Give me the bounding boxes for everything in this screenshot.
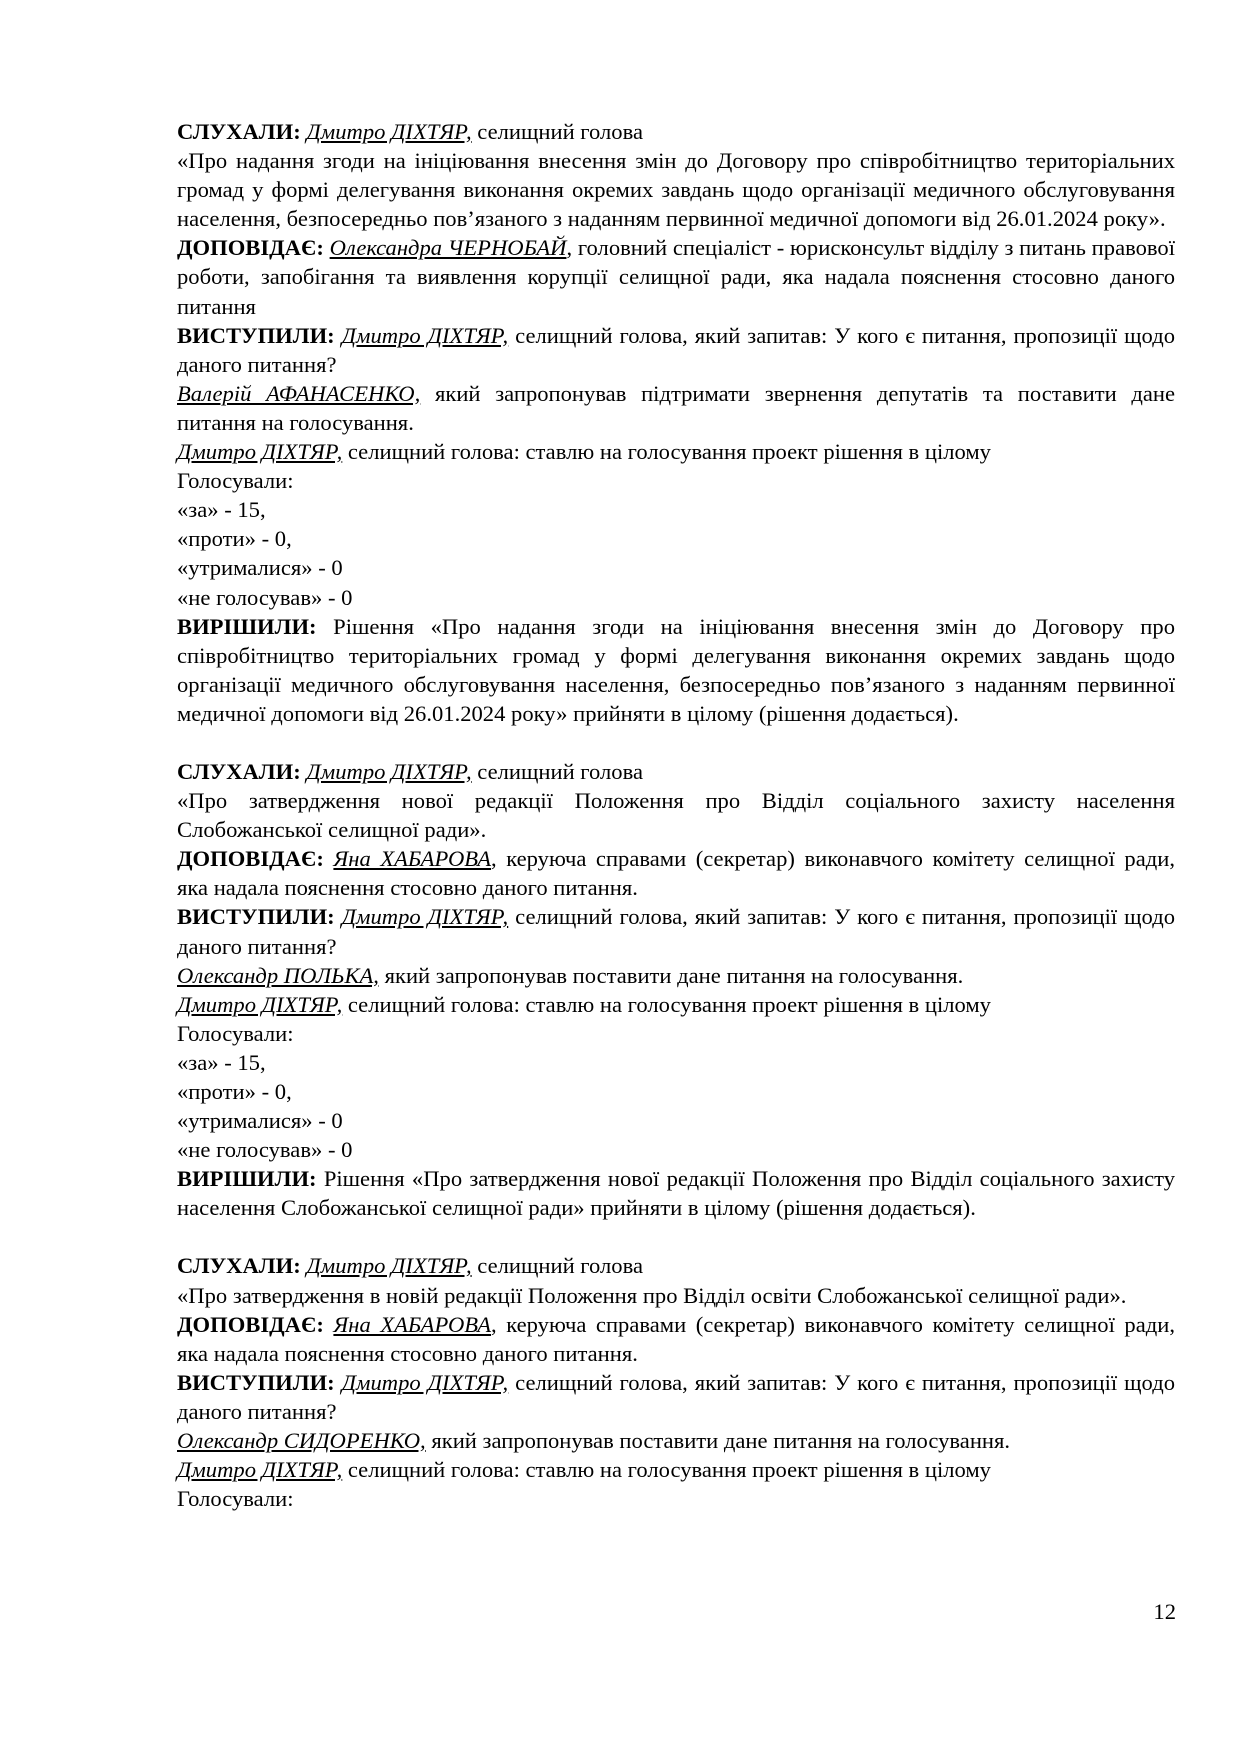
proposer-name: Валерій АФАНАСЕНКО,	[177, 380, 421, 406]
speakers-paragraph	[177, 1368, 1175, 1426]
vote-call-text: селищний голова: ставлю на голосування проект рішення в цілому	[342, 439, 991, 465]
speakers-paragraph	[177, 902, 1175, 960]
proposal-paragraph	[177, 379, 1175, 437]
heard-paragraph	[177, 1251, 1175, 1280]
speaker-role: селищний голова	[471, 758, 643, 784]
proposal-text: який запропонував підтримати звернення депутатів та поставити дане питання на голосування.	[177, 380, 1175, 435]
reporter-paragraph	[177, 844, 1175, 902]
speaker-name: Дмитро ДІХТЯР,	[306, 119, 472, 144]
proposal-text: який запропонував поставити дане питання на голосування.	[425, 1428, 1011, 1454]
votes-header: Голосували:	[177, 468, 294, 494]
proposal-paragraph	[177, 961, 1175, 990]
speaker-name: Дмитро ДІХТЯР,	[177, 1457, 343, 1483]
speakers-label: ВИСТУПИЛИ:	[177, 1369, 335, 1395]
speaker-name: Дмитро ДІХТЯР,	[177, 991, 343, 1017]
reporter-name: Яна ХАБАРОВА	[333, 846, 492, 872]
speaker-role: селищний голова	[471, 1253, 643, 1279]
speaker-name: Дмитро ДІХТЯР,	[306, 758, 472, 784]
votes-for: «за» - 15,	[177, 497, 266, 523]
agenda-topic: «Про затвердження нової редакції Положення про Відділ соціального захисту населення Слобожанської селищної ради».	[177, 788, 1175, 843]
proposer-name: Олександр ПОЛЬКА,	[177, 962, 379, 988]
speakers-label: ВИСТУПИЛИ:	[177, 904, 335, 930]
section-spacer	[177, 1222, 1175, 1251]
decision-label: ВИРІШИЛИ:	[177, 613, 317, 639]
proposal-paragraph	[177, 1426, 1175, 1455]
votes-against: «проти» - 0,	[177, 526, 292, 552]
reporter-name: Олександра ЧЕРНОБАЙ	[329, 235, 567, 261]
reporter-label: ДОПОВІДАЄ:	[177, 235, 324, 261]
speakers-label: ВИСТУПИЛИ:	[177, 322, 335, 348]
proposal-text: який запропонував поставити дане питання на голосування.	[378, 962, 964, 988]
votes-not-voted: «не голосував» - 0	[177, 1137, 353, 1163]
votes-header: Голосували:	[177, 1020, 294, 1046]
heard-paragraph	[177, 117, 1175, 146]
reporter-role: , керуюча справами (секретар) виконавчого комітету селищної ради, яка надала пояснення стосовно даного питання.	[177, 846, 1175, 901]
votes-header: Голосували:	[177, 1486, 294, 1512]
speaker-name: Дмитро ДІХТЯР,	[341, 904, 509, 930]
agenda-item-2	[177, 757, 1175, 1223]
agenda-topic: «Про надання згоди на ініціювання внесення змін до Договору про співробітництво територіальних громад у формі делегування виконання окремих завдань щодо організації медичного обслуговування населення, безпосередньо пов’язаного з наданням первинної медичної допомоги від 26.01.2024 року».	[177, 148, 1175, 232]
section-spacer	[177, 728, 1175, 757]
vote-call-paragraph	[177, 437, 1175, 466]
document-page	[177, 117, 1175, 1513]
heard-paragraph	[177, 757, 1175, 786]
decision-text: Рішення «Про затвердження нової редакції Положення про Відділ соціального захисту населення Слобожанської селищної ради» прийняти в цілому (рішення додається).	[177, 1166, 1175, 1221]
speaker-name: Дмитро ДІХТЯР,	[306, 1253, 472, 1279]
vote-call-text: селищний голова: ставлю на голосування проект рішення в цілому	[342, 1457, 991, 1483]
reporter-label: ДОПОВІДАЄ:	[177, 1311, 324, 1337]
reporter-paragraph	[177, 1310, 1175, 1368]
reporter-paragraph	[177, 233, 1175, 320]
speaker-remark: селищний голова, який запитав: У кого є питання, пропозиції щодо даного питання?	[177, 904, 1175, 959]
decision-paragraph	[177, 612, 1175, 728]
agenda-item-1	[177, 117, 1175, 728]
heard-label: СЛУХАЛИ:	[177, 1253, 301, 1279]
proposer-name: Олександр СИДОРЕНКО,	[177, 1428, 426, 1454]
votes-for: «за» - 15,	[177, 1049, 266, 1075]
reporter-name: Яна ХАБАРОВА	[333, 1311, 492, 1337]
reporter-label: ДОПОВІДАЄ:	[177, 846, 324, 872]
agenda-topic: «Про затвердження в новій редакції Положення про Відділ освіти Слобожанської селищної ради».	[177, 1282, 1127, 1308]
speaker-remark: селищний голова, який запитав: У кого є питання, пропозиції щодо даного питання?	[177, 322, 1175, 377]
vote-call-paragraph	[177, 1455, 1175, 1484]
votes-not-voted: «не голосував» - 0	[177, 584, 353, 610]
vote-call-text: селищний голова: ставлю на голосування проект рішення в цілому	[342, 991, 991, 1017]
speaker-role: селищний голова	[471, 119, 643, 144]
decision-text: Рішення «Про надання згоди на ініціювання внесення змін до Договору про співробітництво територіальних громад у формі делегування виконання окремих завдань щодо організації медичного обслуговування населення, безпосередньо пов’язаного з наданням первинної медичної допомоги від 26.01.2024 року» прийняти в цілому (рішення додається).	[177, 613, 1175, 726]
heard-label: СЛУХАЛИ:	[177, 758, 301, 784]
votes-abstained: «утрималися» - 0	[177, 1108, 343, 1134]
speaker-remark: селищний голова, який запитав: У кого є питання, пропозиції щодо даного питання?	[177, 1369, 1175, 1424]
speaker-name: Дмитро ДІХТЯР,	[341, 1369, 509, 1395]
decision-paragraph	[177, 1164, 1175, 1222]
votes-abstained: «утрималися» - 0	[177, 555, 343, 581]
page-number: 12	[1153, 1599, 1176, 1624]
vote-call-paragraph	[177, 990, 1175, 1019]
reporter-role: , головний спеціаліст - юрисконсульт відділу з питань правової роботи, запобігання та виявлення корупції селищної ради, яка надала пояснення стосовно даного питання	[177, 235, 1175, 319]
decision-label: ВИРІШИЛИ:	[177, 1166, 317, 1192]
speaker-name: Дмитро ДІХТЯР,	[177, 439, 343, 465]
speaker-name: Дмитро ДІХТЯР,	[341, 322, 509, 348]
agenda-item-3	[177, 1251, 1175, 1513]
heard-label: СЛУХАЛИ:	[177, 119, 301, 144]
speakers-paragraph	[177, 321, 1175, 379]
votes-against: «проти» - 0,	[177, 1079, 292, 1104]
reporter-role: , керуюча справами (секретар) виконавчого комітету селищної ради, яка надала пояснення стосовно даного питання.	[177, 1311, 1175, 1366]
